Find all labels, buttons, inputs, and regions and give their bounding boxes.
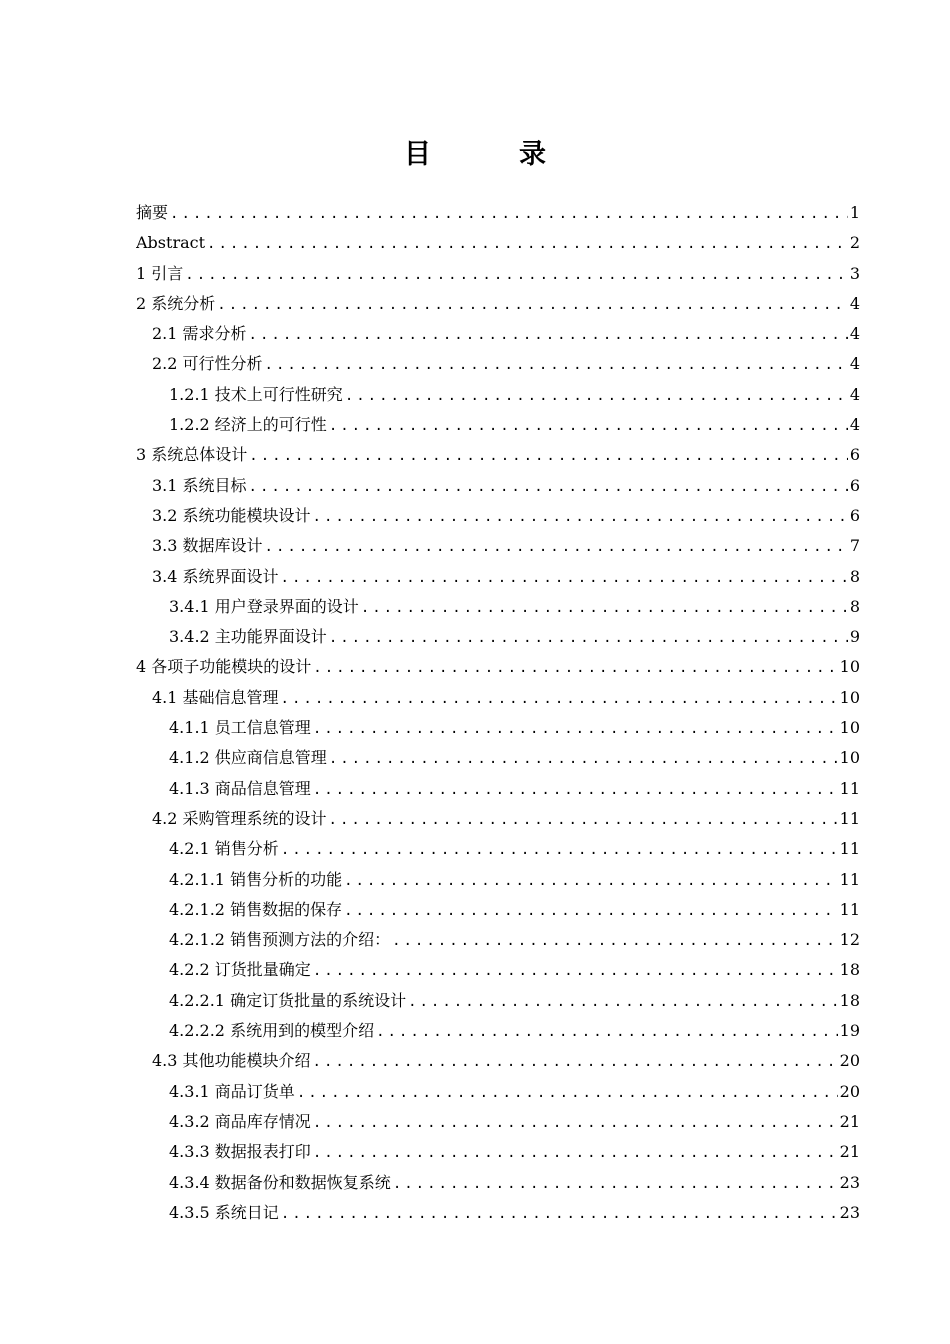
toc-entry[interactable] — [136, 259, 860, 289]
toc-entry[interactable] — [136, 925, 860, 955]
toc-entry[interactable] — [136, 1137, 860, 1167]
toc-entry[interactable] — [136, 501, 860, 531]
toc-entry-label: 4.1.3 商品信息管理 — [169, 778, 311, 798]
toc-entry[interactable] — [136, 380, 860, 410]
toc-entry-label: 2 系统分析 — [136, 293, 216, 313]
toc-leader-dots — [344, 896, 838, 925]
toc-entry-page-number: 10 — [839, 748, 860, 768]
toc-entry-label: 3.2 系统功能模块设计 — [152, 505, 311, 525]
toc-leader-dots — [313, 502, 848, 531]
toc-entry[interactable] — [136, 713, 860, 743]
toc-entry-page-number: 2 — [849, 233, 860, 253]
toc-entry-label: 4.2.2.2 系统用到的模型介绍 — [169, 1021, 375, 1041]
toc-entry[interactable] — [136, 198, 860, 228]
toc-leader-dots — [281, 835, 838, 864]
toc-entry[interactable] — [136, 1107, 860, 1137]
toc-entry-label: 1.2.1 技术上可行性研究 — [169, 384, 343, 404]
toc-entry[interactable] — [136, 410, 860, 440]
toc-entry-label: 4.2.2.1 确定订货批量的系统设计 — [169, 990, 407, 1010]
toc-entry[interactable] — [136, 228, 860, 258]
toc-entry-page-number: 8 — [849, 566, 860, 586]
toc-entry-page-number: 19 — [839, 1021, 860, 1041]
toc-entry[interactable] — [136, 743, 860, 773]
toc-entry-label: 4 各项子功能模块的设计 — [136, 657, 312, 677]
toc-entry[interactable] — [136, 986, 860, 1016]
toc-entry[interactable] — [136, 955, 860, 985]
toc-entry-page-number: 6 — [849, 445, 860, 465]
toc-entry-label: 2.2 可行性分析 — [152, 354, 263, 374]
toc-entry-label: 1 引言 — [136, 263, 184, 283]
toc-entry[interactable] — [136, 1016, 860, 1046]
toc-leader-dots — [249, 320, 848, 349]
toc-leader-dots — [313, 1138, 838, 1167]
toc-leader-dots — [297, 1078, 838, 1107]
toc-entry[interactable] — [136, 652, 860, 682]
toc-leader-dots — [329, 623, 848, 652]
toc-entry[interactable] — [136, 471, 860, 501]
toc-leader-dots — [281, 684, 838, 713]
toc-entry-label: 3.1 系统目标 — [152, 475, 247, 495]
toc-leader-dots — [217, 290, 848, 319]
toc-entry-page-number: 21 — [839, 1111, 860, 1131]
toc-entry[interactable] — [136, 349, 860, 379]
toc-entry-label: 4.2.2 订货批量确定 — [169, 960, 311, 980]
toc-entry-label: 4.2.1.2 销售预测方法的介绍： — [169, 930, 391, 950]
table-of-contents — [136, 198, 860, 1228]
toc-entry-page-number: 9 — [849, 627, 860, 647]
toc-entry[interactable] — [136, 834, 860, 864]
toc-entry-label: 摘要 — [136, 203, 169, 222]
toc-leader-dots — [313, 775, 838, 804]
toc-leader-dots — [313, 956, 838, 985]
toc-entry[interactable] — [136, 531, 860, 561]
toc-entry-page-number: 4 — [849, 293, 860, 313]
toc-entry-page-number: 10 — [839, 718, 860, 738]
toc-entry-page-number: 8 — [849, 596, 860, 616]
toc-title-right: 录 — [519, 139, 546, 170]
toc-leader-dots — [393, 1169, 838, 1198]
toc-entry-page-number: 4 — [849, 354, 860, 374]
toc-entry-label: 2.1 需求分析 — [152, 324, 247, 344]
toc-entry-page-number: 11 — [839, 808, 860, 828]
toc-entry-page-number: 6 — [849, 505, 860, 525]
toc-entry-page-number: 10 — [839, 687, 860, 707]
toc-entry[interactable] — [136, 289, 860, 319]
toc-entry-page-number: 4 — [849, 415, 860, 435]
toc-entry-page-number: 12 — [839, 930, 860, 950]
toc-entry[interactable] — [136, 562, 860, 592]
toc-entry-page-number: 10 — [839, 657, 860, 677]
toc-leader-dots — [313, 653, 837, 682]
toc-entry[interactable] — [136, 774, 860, 804]
toc-entry-label: Abstract — [136, 233, 206, 253]
toc-entry-label: 4.2.1.2 销售数据的保存 — [169, 899, 343, 919]
toc-leader-dots — [313, 714, 838, 743]
toc-leader-dots — [207, 229, 848, 258]
toc-entry-label: 4.3.1 商品订货单 — [169, 1081, 295, 1101]
toc-entry-label: 4.1.1 员工信息管理 — [169, 718, 311, 738]
toc-entry-page-number: 1 — [849, 203, 860, 222]
toc-leader-dots — [249, 472, 848, 501]
toc-entry-label: 4.3.4 数据备份和数据恢复系统 — [169, 1172, 391, 1192]
toc-leader-dots — [345, 381, 848, 410]
toc-title — [0, 132, 950, 171]
toc-entry-label: 3.4.2 主功能界面设计 — [169, 627, 327, 647]
toc-entry-page-number: 4 — [849, 384, 860, 404]
toc-entry-label: 4.2 采购管理系统的设计 — [152, 808, 327, 828]
toc-entry[interactable] — [136, 319, 860, 349]
toc-entry-label: 3.4.1 用户登录界面的设计 — [169, 596, 359, 616]
toc-leader-dots — [408, 987, 838, 1016]
toc-entry-page-number: 11 — [839, 869, 860, 889]
toc-entry-page-number: 4 — [849, 324, 860, 344]
toc-entry[interactable] — [136, 1198, 860, 1228]
toc-entry[interactable] — [136, 1046, 860, 1076]
toc-entry-label: 4.3.2 商品库存情况 — [169, 1111, 311, 1131]
toc-entry[interactable] — [136, 1168, 860, 1198]
toc-entry[interactable] — [136, 592, 860, 622]
toc-entry[interactable] — [136, 865, 860, 895]
toc-leader-dots — [329, 744, 838, 773]
toc-entry[interactable] — [136, 622, 860, 652]
toc-entry-label: 4.3.5 系统日记 — [169, 1202, 279, 1222]
toc-leader-dots — [361, 593, 848, 622]
toc-entry-label: 4.3 其他功能模块介绍 — [152, 1051, 311, 1071]
toc-entry-page-number: 23 — [839, 1172, 860, 1192]
toc-entry-label: 1.2.2 经济上的可行性 — [169, 415, 327, 435]
toc-entry-page-number: 3 — [849, 263, 860, 283]
toc-entry[interactable] — [136, 804, 860, 834]
toc-entry-page-number: 11 — [839, 839, 860, 859]
toc-entry-page-number: 6 — [849, 475, 860, 495]
toc-leader-dots — [344, 866, 838, 895]
toc-entry-page-number: 20 — [839, 1051, 860, 1071]
toc-entry-label: 4.2.1.1 销售分析的功能 — [169, 869, 343, 889]
toc-title-left: 目 — [404, 139, 431, 170]
toc-leader-dots — [185, 260, 848, 289]
toc-entry[interactable] — [136, 683, 860, 713]
toc-leader-dots — [265, 350, 848, 379]
toc-entry[interactable] — [136, 440, 860, 470]
toc-leader-dots — [281, 1199, 838, 1228]
toc-leader-dots — [313, 1108, 838, 1137]
toc-leader-dots — [329, 411, 848, 440]
toc-entry-page-number: 7 — [849, 536, 860, 556]
toc-leader-dots — [170, 199, 848, 228]
toc-entry[interactable] — [136, 1077, 860, 1107]
toc-entry-label: 4.2.1 销售分析 — [169, 839, 279, 859]
toc-leader-dots — [313, 1047, 838, 1076]
toc-leader-dots — [249, 441, 848, 470]
toc-leader-dots — [265, 532, 848, 561]
toc-entry-label: 4.1.2 供应商信息管理 — [169, 748, 327, 768]
toc-entry-page-number: 18 — [839, 960, 860, 980]
toc-leader-dots — [281, 563, 848, 592]
toc-entry-label: 3.3 数据库设计 — [152, 536, 263, 556]
toc-entry[interactable] — [136, 895, 860, 925]
toc-entry-label: 4.1 基础信息管理 — [152, 687, 279, 707]
toc-entry-page-number: 11 — [839, 778, 860, 798]
toc-entry-page-number: 23 — [839, 1202, 860, 1222]
toc-leader-dots — [329, 805, 838, 834]
toc-entry-page-number: 21 — [839, 1142, 860, 1162]
toc-entry-label: 3 系统总体设计 — [136, 445, 248, 465]
toc-entry-page-number: 18 — [839, 990, 860, 1010]
toc-leader-dots — [376, 1017, 838, 1046]
toc-entry-page-number: 11 — [839, 899, 860, 919]
toc-entry-label: 4.3.3 数据报表打印 — [169, 1142, 311, 1162]
toc-leader-dots — [392, 926, 838, 955]
toc-entry-label: 3.4 系统界面设计 — [152, 566, 279, 586]
toc-entry-page-number: 20 — [839, 1081, 860, 1101]
